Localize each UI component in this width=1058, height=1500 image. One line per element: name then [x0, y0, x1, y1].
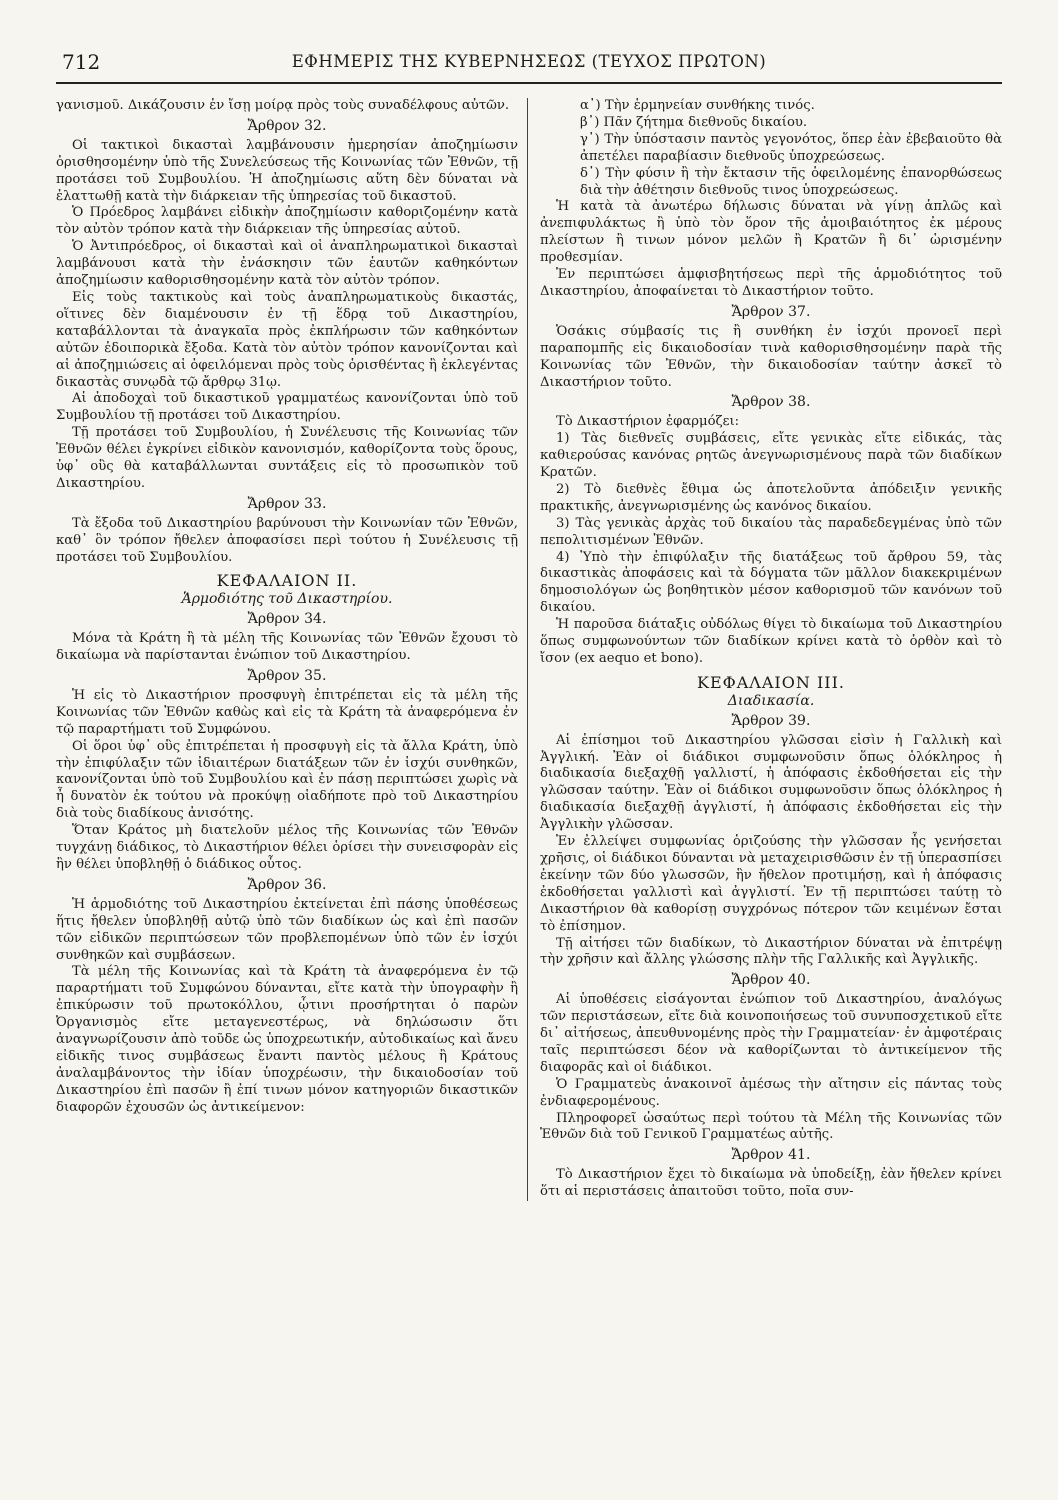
paragraph: Πληροφορεῖ ὡσαύτως περὶ τούτου τὰ Μέλη τῆς Κοινωνίας τῶν Ἐθνῶν διὰ τοῦ Γενικοῦ Γραμματέως αὐτῆς. — [540, 1110, 1002, 1143]
paragraph: Ἡ ἁρμοδιότης τοῦ Δικαστηρίου ἐκτείνεται ἐπὶ πάσης ὑποθέσεως ἥτις ἤθελεν ὑποβληθῇ αὐτῷ ὑπὸ τῶν διαδίκων ὡς καὶ ἐπὶ πασῶν τῶν εἰδικῶν περιπτώσεων τῶν προβλεπομένων ὑπὸ τῶν ἐν ἰσχύι συνθηκῶν καὶ συμβάσεων. — [56, 896, 518, 963]
chapter-subtitle: Ἁρμοδιότης τοῦ Δικαστηρίου. — [181, 591, 393, 608]
article-heading: Ἄρθρον 39. — [731, 712, 811, 729]
paragraph: Εἰς τοὺς τακτικοὺς καὶ τοὺς ἀναπληρωματικοὺς δικαστάς, οἵτινες δὲν διαμένουσιν ἐν τῇ ἕδρᾳ τοῦ Δικαστηρίου, καταβάλλονται τὰ ἀναγκαῖα πρὸς ἐκπλήρωσιν τῶν καθηκόντων αὐτῶν ἐδοιπορικὰ ἔξοδα. Κατὰ τὸν αὐτὸν τρόπον κανονίζονται καὶ αἱ ἀποζημιώσεις αἱ ὀφειλόμεναι πρὸς τοὺς ὁρισθέντας ἢ ἐκλεγέντας δικαστὰς συνῳδὰ τῷ ἄρθρῳ 31ῳ. — [56, 289, 518, 390]
article-heading: Ἄρθρον 37. — [731, 303, 811, 320]
list-item: 1) Τὰς διεθνεῖς συμβάσεις, εἴτε γενικὰς εἴτε εἰδικάς, τὰς καθιερούσας κανόνας ρητῶς ἀνεγνωρισμένους παρὰ τῶν διαδίκων Κρατῶν. — [540, 431, 1002, 481]
page-header — [56, 46, 1002, 84]
paragraph: Ὁ Ἀντιπρόεδρος, οἱ δικασταὶ καὶ οἱ ἀναπληρωματικοὶ δικασταὶ λαμβάνουσι κατὰ τὴν ἐνάσκησιν τῶν ἑαυτῶν καθηκόντων ἀποζημίωσιν καθορισθησομένην κατὰ τὸν αὐτὸν τρόπον. — [56, 239, 518, 289]
list-item: 3) Τὰς γενικὰς ἀρχὰς τοῦ δικαίου τὰς παραδεδεγμένας ὑπὸ τῶν πεπολιτισμένων Ἐθνῶν. — [540, 515, 1002, 548]
chapter-heading: ΚΕΦΑΛΑΙΟΝ ΙΙΙ. — [697, 672, 845, 692]
paragraph: Αἱ ἀποδοχαὶ τοῦ δικαστικοῦ γραμματέως κανονίζονται ὑπὸ τοῦ Συμβουλίου τῇ προτάσει τοῦ Δικαστηρίου. — [56, 391, 518, 424]
paragraph: Οἱ τακτικοὶ δικασταὶ λαμβάνουσιν ἡμερησίαν ἀποζημίωσιν ὁρισθησομένην ὑπὸ τῆς Συνελεύσεως τῆς Κοινωνίας τῶν Ἐθνῶν, τῇ προτάσει τοῦ Συμβουλίου. Ἡ ἀποζημίωσις αὕτη δὲν δύναται νὰ ἐλαττωθῇ κατὰ τὴν διάρκειαν τῆς ὑπηρεσίας τοῦ δικαστοῦ. — [56, 137, 518, 204]
article-heading: Ἄρθρον 40. — [731, 972, 811, 989]
article-heading: Ἄρθρον 33. — [247, 495, 327, 512]
article-heading: Ἄρθρον 32. — [247, 117, 327, 134]
paragraph: Ὁ Πρόεδρος λαμβάνει εἰδικὴν ἀποζημίωσιν καθοριζομένην κατὰ τὸν αὐτὸν τρόπον κατὰ τὴν διάρκειαν τῆς ὑπηρεσίας αὐτοῦ. — [56, 205, 518, 238]
list-item: 2) Τὸ διεθνὲς ἔθιμα ὡς ἀποτελοῦντα ἀπόδειξιν γενικῆς πρακτικῆς, ἀνεγνωρισμένης ὡς κανόνος δικαίου. — [540, 481, 1002, 514]
article-heading: Ἄρθρον 34. — [247, 611, 327, 628]
paragraph: Αἱ ὑποθέσεις εἰσάγονται ἐνώπιον τοῦ Δικαστηρίου, ἀναλόγως τῶν περιστάσεων, εἴτε διὰ κοινοποιήσεως τοῦ συνυποσχετικοῦ εἴτε δι᾽ αἰτήσεως, ἀπευθυνομένης πρὸς τὴν Γραμματείαν· ἐν ἀμφοτέραις ταῖς περιπτώσεσι δέον νὰ καθορίζωνται τὸ ἀντικείμενον τῆς διαφορᾶς καὶ οἱ διάδικοι. — [540, 992, 1002, 1075]
list-item: α᾽) Τὴν ἑρμηνείαν συνθήκης τινός. — [580, 98, 815, 113]
paragraph: Ὁ Γραμματεὺς ἀνακοινοῖ ἀμέσως τὴν αἴτησιν εἰς πάντας τοὺς ἐνδιαφερομένους. — [540, 1076, 1002, 1109]
paragraph: Αἱ ἐπίσημοι τοῦ Δικαστηρίου γλῶσσαι εἰσὶν ἡ Γαλλικὴ καὶ Ἀγγλική. Ἐὰν οἱ διάδικοι συμφωνοῦσιν ὅπως ὁλόκληρος ἡ διαδικασία διεξαχθῇ γαλλιστί, ἡ ἀπόφασις ἐκδοθήσεται εἰς τὴν γλῶσσαν ταύτην. Ἐὰν οἱ διάδικοι συμφωνοῦσιν ὅπως ὁλόκληρος ἡ διαδικασία διεξαχθῇ ἀγγλιστί, ἡ ἀπόφασις ἐκδοθήσεται εἰς τὴν Ἀγγλικὴν γλῶσσαν. — [540, 732, 1002, 833]
paragraph: Οἱ ὅροι ὑφ᾽ οὓς ἐπιτρέπεται ἡ προσφυγὴ εἰς τὰ ἄλλα Κράτη, ὑπὸ τὴν ἐπιφύλαξιν τῶν ἰδιαιτέρων διατάξεων τῶν ἐν ἰσχύι συνθηκῶν, κανονίζονται ὑπὸ τοῦ Συμβουλίου καὶ ἐν πάσῃ περιπτώσει χωρὶς νὰ ἦ δυνατὸν ἐκ τούτου νὰ προκύψῃ οἱαδήποτε πρὸ τοῦ Δικαστηρίου διὰ τοὺς διαδίκους ἀνισότης. — [56, 738, 518, 822]
page-number: 712 — [62, 50, 101, 74]
list-item: 4) Ὑπὸ τὴν ἐπιφύλαξιν τῆς διατάξεως τοῦ ἄρθρου 59, τὰς δικαστικὰς ἀποφάσεις καὶ τὰ δόγματα τῶν μᾶλλον διακεκριμένων δημοσιολόγων ὡς βοηθητικὸν μέσον καθορισμοῦ τῶν κανόνων τοῦ δικαίου. — [540, 549, 1002, 616]
paragraph: Μόνα τὰ Κράτη ἢ τὰ μέλη τῆς Κοινωνίας τῶν Ἐθνῶν ἔχουσι τὸ δικαίωμα νὰ παρίστανται ἐνώπιον τοῦ Δικαστηρίου. — [56, 631, 518, 664]
chapter-subtitle: Διαδικασία. — [727, 692, 815, 709]
paragraph: Ἐν ἐλλείψει συμφωνίας ὁριζούσης τὴν γλῶσσαν ἧς γενήσεται χρῆσις, οἱ διάδικοι δύνανται νὰ μεταχειρισθῶσιν ἐν τῇ ὑπερασπίσει ἐκείνην τῶν δύο γλωσσῶν, ἣν ἤθελον προτιμήσῃ, καὶ ἡ ἀπόφασις ἐκδοθήσεται γαλλιστὶ καὶ ἀγγλιστί. Ἐν τῇ περιπτώσει ταύτῃ τὸ Δικαστήριον θὰ καθορίσῃ συγχρόνως πότερον τῶν κειμένων ἔσται τὸ ἐπίσημον. — [540, 834, 1002, 934]
list-item: δ᾽) Τὴν φύσιν ἢ τὴν ἔκτασιν τῆς ὀφειλομένης ἐπανορθώσεως διὰ τὴν ἀθέτησιν διεθνοῦς τινος ὑποχρεώσεως. — [580, 165, 1002, 198]
paragraph: Ἐν περιπτώσει ἀμφισβητήσεως περὶ τῆς ἁρμοδιότητος τοῦ Δικαστηρίου, ἀποφαίνεται τὸ Δικαστήριον τοῦτο. — [540, 267, 1002, 299]
article-heading: Ἄρθρον 41. — [731, 1147, 811, 1164]
paragraph: Τῇ αἰτήσει τῶν διαδίκων, τὸ Δικαστήριον δύναται νὰ ἐπιτρέψῃ τὴν χρῆσιν καὶ ἄλλης γλώσσης πλὴν τῆς Γαλλικῆς καὶ Ἀγγλικῆς. — [540, 935, 1002, 968]
right-column — [540, 98, 1002, 1201]
paragraph: Τὰ ἔξοδα τοῦ Δικαστηρίου βαρύνουσι τὴν Κοινωνίαν τῶν Ἐθνῶν, καθ᾽ ὃν τρόπον ἤθελεν ἀποφασίσει περὶ τούτου ἡ Συνέλευσις τῇ προτάσει τοῦ Συμβουλίου. — [56, 515, 518, 565]
list-item: γ᾽) Τὴν ὑπόστασιν παντὸς γεγονότος, ὅπερ ἐὰν ἐβεβαιοῦτο θὰ ἀπετέλει παραβίασιν διεθνοῦς ὑποχρεώσεως. — [580, 131, 1002, 164]
paragraph: γανισμοῦ. Δικάζουσιν ἐν ἴσῃ μοίρᾳ πρὸς τοὺς συναδέλφους αὐτῶν. — [56, 98, 510, 113]
text-columns — [56, 98, 1002, 1201]
paragraph: Τὸ Δικαστήριον ἐφαρμόζει: — [556, 414, 740, 430]
paragraph: Τὸ Δικαστήριον ἔχει τὸ δικαίωμα νὰ ὑποδείξῃ, ἐὰν ἤθελεν κρίνει ὅτι αἱ περιστάσεις ἀπαιτοῦσι τοῦτο, ποῖα συν- — [540, 1167, 1002, 1200]
column-divider — [527, 98, 528, 1201]
paragraph: Τὰ μέλη τῆς Κοινωνίας καὶ τὰ Κράτη τὰ ἀναφερόμενα ἐν τῷ παραρτήματι τοῦ Συμφώνου δύνανται, εἴτε κατὰ τὴν ὑπογραφὴν ἢ ἐπικύρωσιν τοῦ πρωτοκόλλου, ᾧτινι προσήρτηται ὁ παρὼν Ὀργανισμὸς εἴτε μεταγενεστέρως, νὰ δηλώσωσιν ὅτι ἀναγνωρίζουσιν ἀπὸ τοῦδε ὡς ὑποχρεωτικήν, αὐτοδικαίως καὶ ἄνευ εἰδικῆς τινος συμβάσεως ἔναντι παντὸς μέλους ἢ Κράτους ἀναλαμβάνοντος τὴν ἰδίαν ὑποχρέωσιν, τὴν δικαιοδοσίαν τοῦ Δικαστηρίου ἐπὶ πασῶν ἢ ἐπί τινων μόνον κατηγοριῶν δικαστικῶν διαφορῶν ἐχουσῶν ὡς ἀντικείμενον: — [56, 964, 518, 1115]
article-heading: Ἄρθρον 35. — [247, 668, 327, 684]
paragraph: Ὅταν Κράτος μὴ διατελοῦν μέλος τῆς Κοινωνίας τῶν Ἐθνῶν τυγχάνῃ διάδικος, τὸ Δικαστήριον θέλει ὁρίσει τὴν συνεισφορὰν εἰς ἣν θέλει ὑποβληθῇ ὁ διάδικος οὗτος. — [56, 823, 518, 872]
paragraph: Ἡ παροῦσα διάταξις οὐδόλως θίγει τὸ δικαίωμα τοῦ Δικαστηρίου ὅπως συμφωνούντων τῶν διαδίκων κρίνει κατὰ τὸ ὀρθὸν καὶ τὸ ἴσον (ex aequo et bono). — [540, 617, 1002, 666]
chapter-heading: ΚΕΦΑΛΑΙΟΝ ΙΙ. — [216, 571, 358, 591]
article-heading: Ἄρθρον 36. — [247, 876, 327, 893]
left-column — [56, 98, 518, 1201]
running-title: ΕΦΗΜΕΡΙΣ ΤΗΣ ΚΥΒΕΡΝΗΣΕΩΣ (ΤΕΥΧΟΣ ΠΡΩΤΟΝ) — [291, 52, 767, 71]
paragraph: Τῇ προτάσει τοῦ Συμβουλίου, ἡ Συνέλευσις τῆς Κοινωνίας τῶν Ἐθνῶν θέλει ἐγκρίνει εἰδικὸν κανονισμόν, καθορίζοντα τοὺς ὅρους, ὑφ᾽ οὓς θὰ καταβάλλωνται συντάξεις εἰς τὸ προσωπικὸν τοῦ Δικαστηρίου. — [56, 425, 518, 491]
article-heading: Ἄρθρον 38. — [731, 394, 811, 411]
list-item: β᾽) Πᾶν ζήτημα διεθνοῦς δικαίου. — [580, 114, 808, 130]
paragraph: Ἡ εἰς τὸ Δικαστήριον προσφυγὴ ἐπιτρέπεται εἰς τὰ μέλη τῆς Κοινωνίας τῶν Ἐθνῶν καθὼς καὶ εἰς τὰ Κράτη τὰ ἀναφερόμενα ἐν τῷ παραρτήματι τοῦ Συμφώνου. — [56, 687, 518, 737]
paragraph: Ἡ κατὰ τὰ ἀνωτέρω δήλωσις δύναται νὰ γίνῃ ἁπλῶς καὶ ἀνεπιφυλάκτως ἢ ὑπὸ τὸν ὅρον τῆς ἀμοιβαιότητος ἐκ μέρους πλείστων ἢ τινων μόνον μελῶν ἢ Κρατῶν ἢ δι᾽ ὡρισμένην προθεσμίαν. — [540, 199, 1002, 266]
paragraph: Ὁσάκις σύμβασίς τις ἢ συνθήκη ἐν ἰσχύι προνοεῖ περὶ παραπομπῆς εἰς δικαιοδοσίαν τινὰ καθορισθησομένην παρὰ τῆς Κοινωνίας τῶν Ἐθνῶν, τὴν δικαιοδοσίαν ταύτην ἀσκεῖ τὸ Δικαστήριον τοῦτο. — [540, 323, 1002, 390]
